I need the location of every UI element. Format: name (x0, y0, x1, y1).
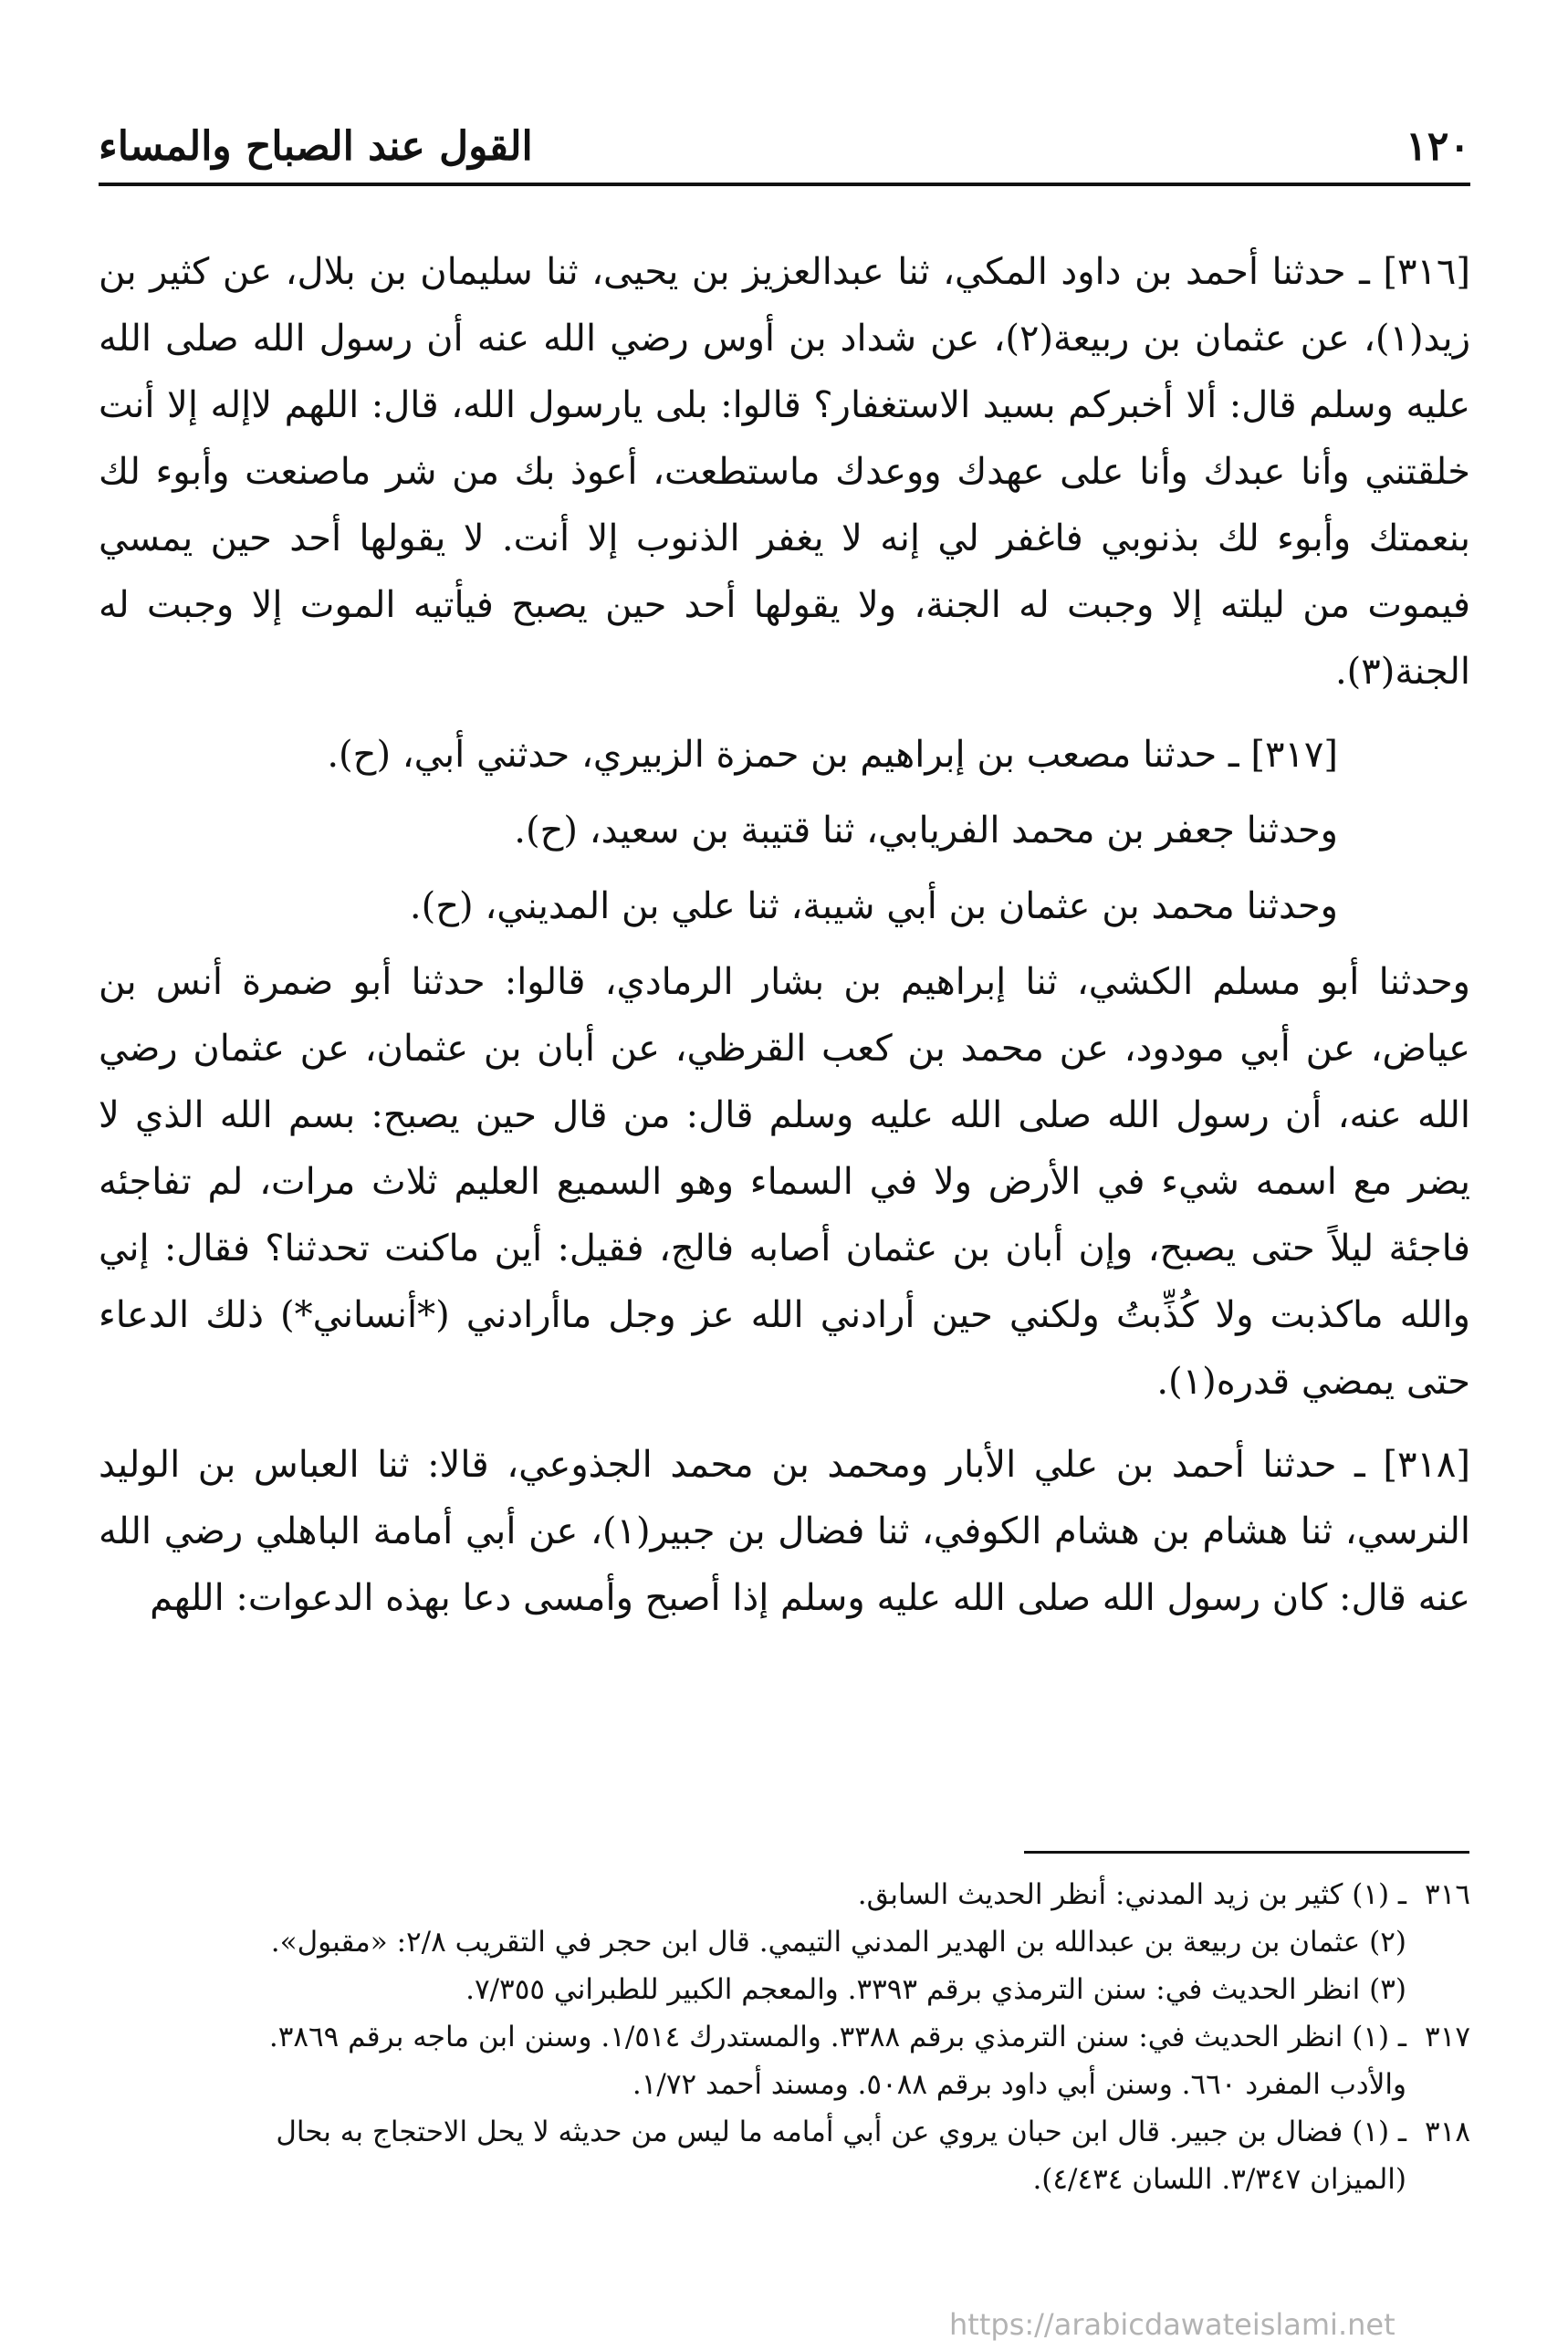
footnote-number: ٣١٨ (1425, 2116, 1470, 2148)
footnote-line: ـ (١) انظر الحديث في: سنن الترمذي برقم ٣٣٨٨. والمستدرك ١/٥١٤. وسنن ابن ماجه برقم ٣٨٦٩. (268, 2021, 1406, 2053)
header-rule (99, 183, 1470, 186)
footnote-rule (1024, 1851, 1469, 1854)
page-number: ١٢٠ (1406, 123, 1470, 170)
main-text (99, 239, 1470, 1648)
running-title: القول عند الصباح والمساء (99, 123, 533, 170)
footnote-group-317 (99, 2013, 1470, 2108)
footnote-group-316 (99, 1871, 1470, 2013)
page-header (99, 117, 1470, 177)
hadith-318: [٣١٨] ـ حدثنا أحمد بن علي الأبار ومحمد بن محمد الجذوعي، قالا: ثنا العباس بن الوليد النرسي، ثنا هشام بن هشام الكوفي، ثنا فضال بن جبير(١)، عن أبي أمامة الباهلي رضي الله عنه قال: كان رسول الله صلى الله عليه وسلم إذا أصبح وأمسى دعا بهذه الدعوات: اللهم (99, 1444, 1470, 1619)
footnote-line: (الميزان ٣/٣٤٧. اللسان ٤/٤٣٤). (1032, 2163, 1406, 2196)
hadith-316: [٣١٦] ـ حدثنا أحمد بن داود المكي، ثنا عبدالعزيز بن يحيى، ثنا سليمان بن بلال، عن كثير بن زيد(١)، عن عثمان بن ربيعة(٢)، عن شداد بن أوس رضي الله عنه أن رسول الله صلى الله عليه وسلم قال: ألا أخبركم بسيد الاستغفار؟ قالوا: بلى يارسول الله، قال: اللهم لاإله إلا أنت خلقتني وأنا عبدك وأنا على عهدك ووعدك ماستطعت، أعوذ بك من شر ماصنعت وأبوء لك بنعمتك وأبوء لك بذنوبي فاغفر لي إنه لا يغفر الذنوب إلا أنت. لا يقولها أحد حين يمسي فيموت من ليلته إلا وجبت له الجنة، ولا يقولها أحد حين يصبح فيأتيه الموت إلا وجبت له الجنة(٣). (99, 251, 1471, 693)
hadith-317-chain-3: وحدثنا محمد بن عثمان بن أبي شيبة، ثنا علي بن المديني، (ح). (409, 885, 1338, 927)
footnotes (99, 1871, 1470, 2203)
footnote-line: (٣) انظر الحديث في: سنن الترمذي برقم ٣٣٩٣. والمعجم الكبير للطبراني ٧/٣٥٥. (465, 1973, 1406, 2006)
footnote-line: (٢) عثمان بن ربيعة بن عبدالله بن الهدير المدني التيمي. قال ابن حجر في التقريب ٢/٨: «مقبول». (270, 1926, 1406, 1959)
footnote-line: ـ (١) فضال بن جبير. قال ابن حبان يروي عن أبي أمامه ما ليس من حديثه لا يحل الاحتجاج به بحال (276, 2116, 1406, 2148)
hadith-317-text: وحدثنا أبو مسلم الكشي، ثنا إبراهيم بن بشار الرمادي، قالوا: حدثنا أبو ضمرة أنس بن عياض، عن أبي مودود، عن محمد بن كعب القرظي، عن أبان بن عثمان، عن عثمان رضي الله عنه، أن رسول الله صلى الله عليه وسلم قال: من قال حين يصبح: بسم الله الذي لا يضر مع اسمه شيء في الأرض ولا في السماء وهو السميع العليم ثلاث مرات، لم تفاجئه فاجئة ليلاً حتى يصبح، وإن أبان بن عثمان أصابه فالج، فقيل: أين ماكنت تحدثنا؟ فقال: إني والله ماكذبت ولا كُذِّبتُ ولكني حين أرادني الله عز وجل ماأرادني (*أنساني*) ذلك الدعاء حتى يمضي قدره(١). (99, 961, 1470, 1403)
footnote-number: ٣١٦ (1425, 1878, 1470, 1911)
hadith-317-chain-2: وحدثنا جعفر بن محمد الفريابي، ثنا قتيبة بن سعيد، (ح). (514, 810, 1338, 852)
footnote-number: ٣١٧ (1425, 2021, 1470, 2053)
footnote-line: والأدب المفرد ٦٦٠. وسنن أبي داود برقم ٥٠٨٨. ومسند أحمد ١/٧٢. (632, 2068, 1406, 2101)
watermark-url: https://arabicdawateislami.net (949, 2307, 1396, 2342)
footnote-group-318 (99, 2108, 1470, 2203)
footnote-line: ـ (١) كثير بن زيد المدني: أنظر الحديث السابق. (857, 1878, 1406, 1911)
hadith-317-chain-1: [٣١٧] ـ حدثنا مصعب بن إبراهيم بن حمزة الزبيري، حدثني أبي، (ح). (327, 734, 1338, 776)
